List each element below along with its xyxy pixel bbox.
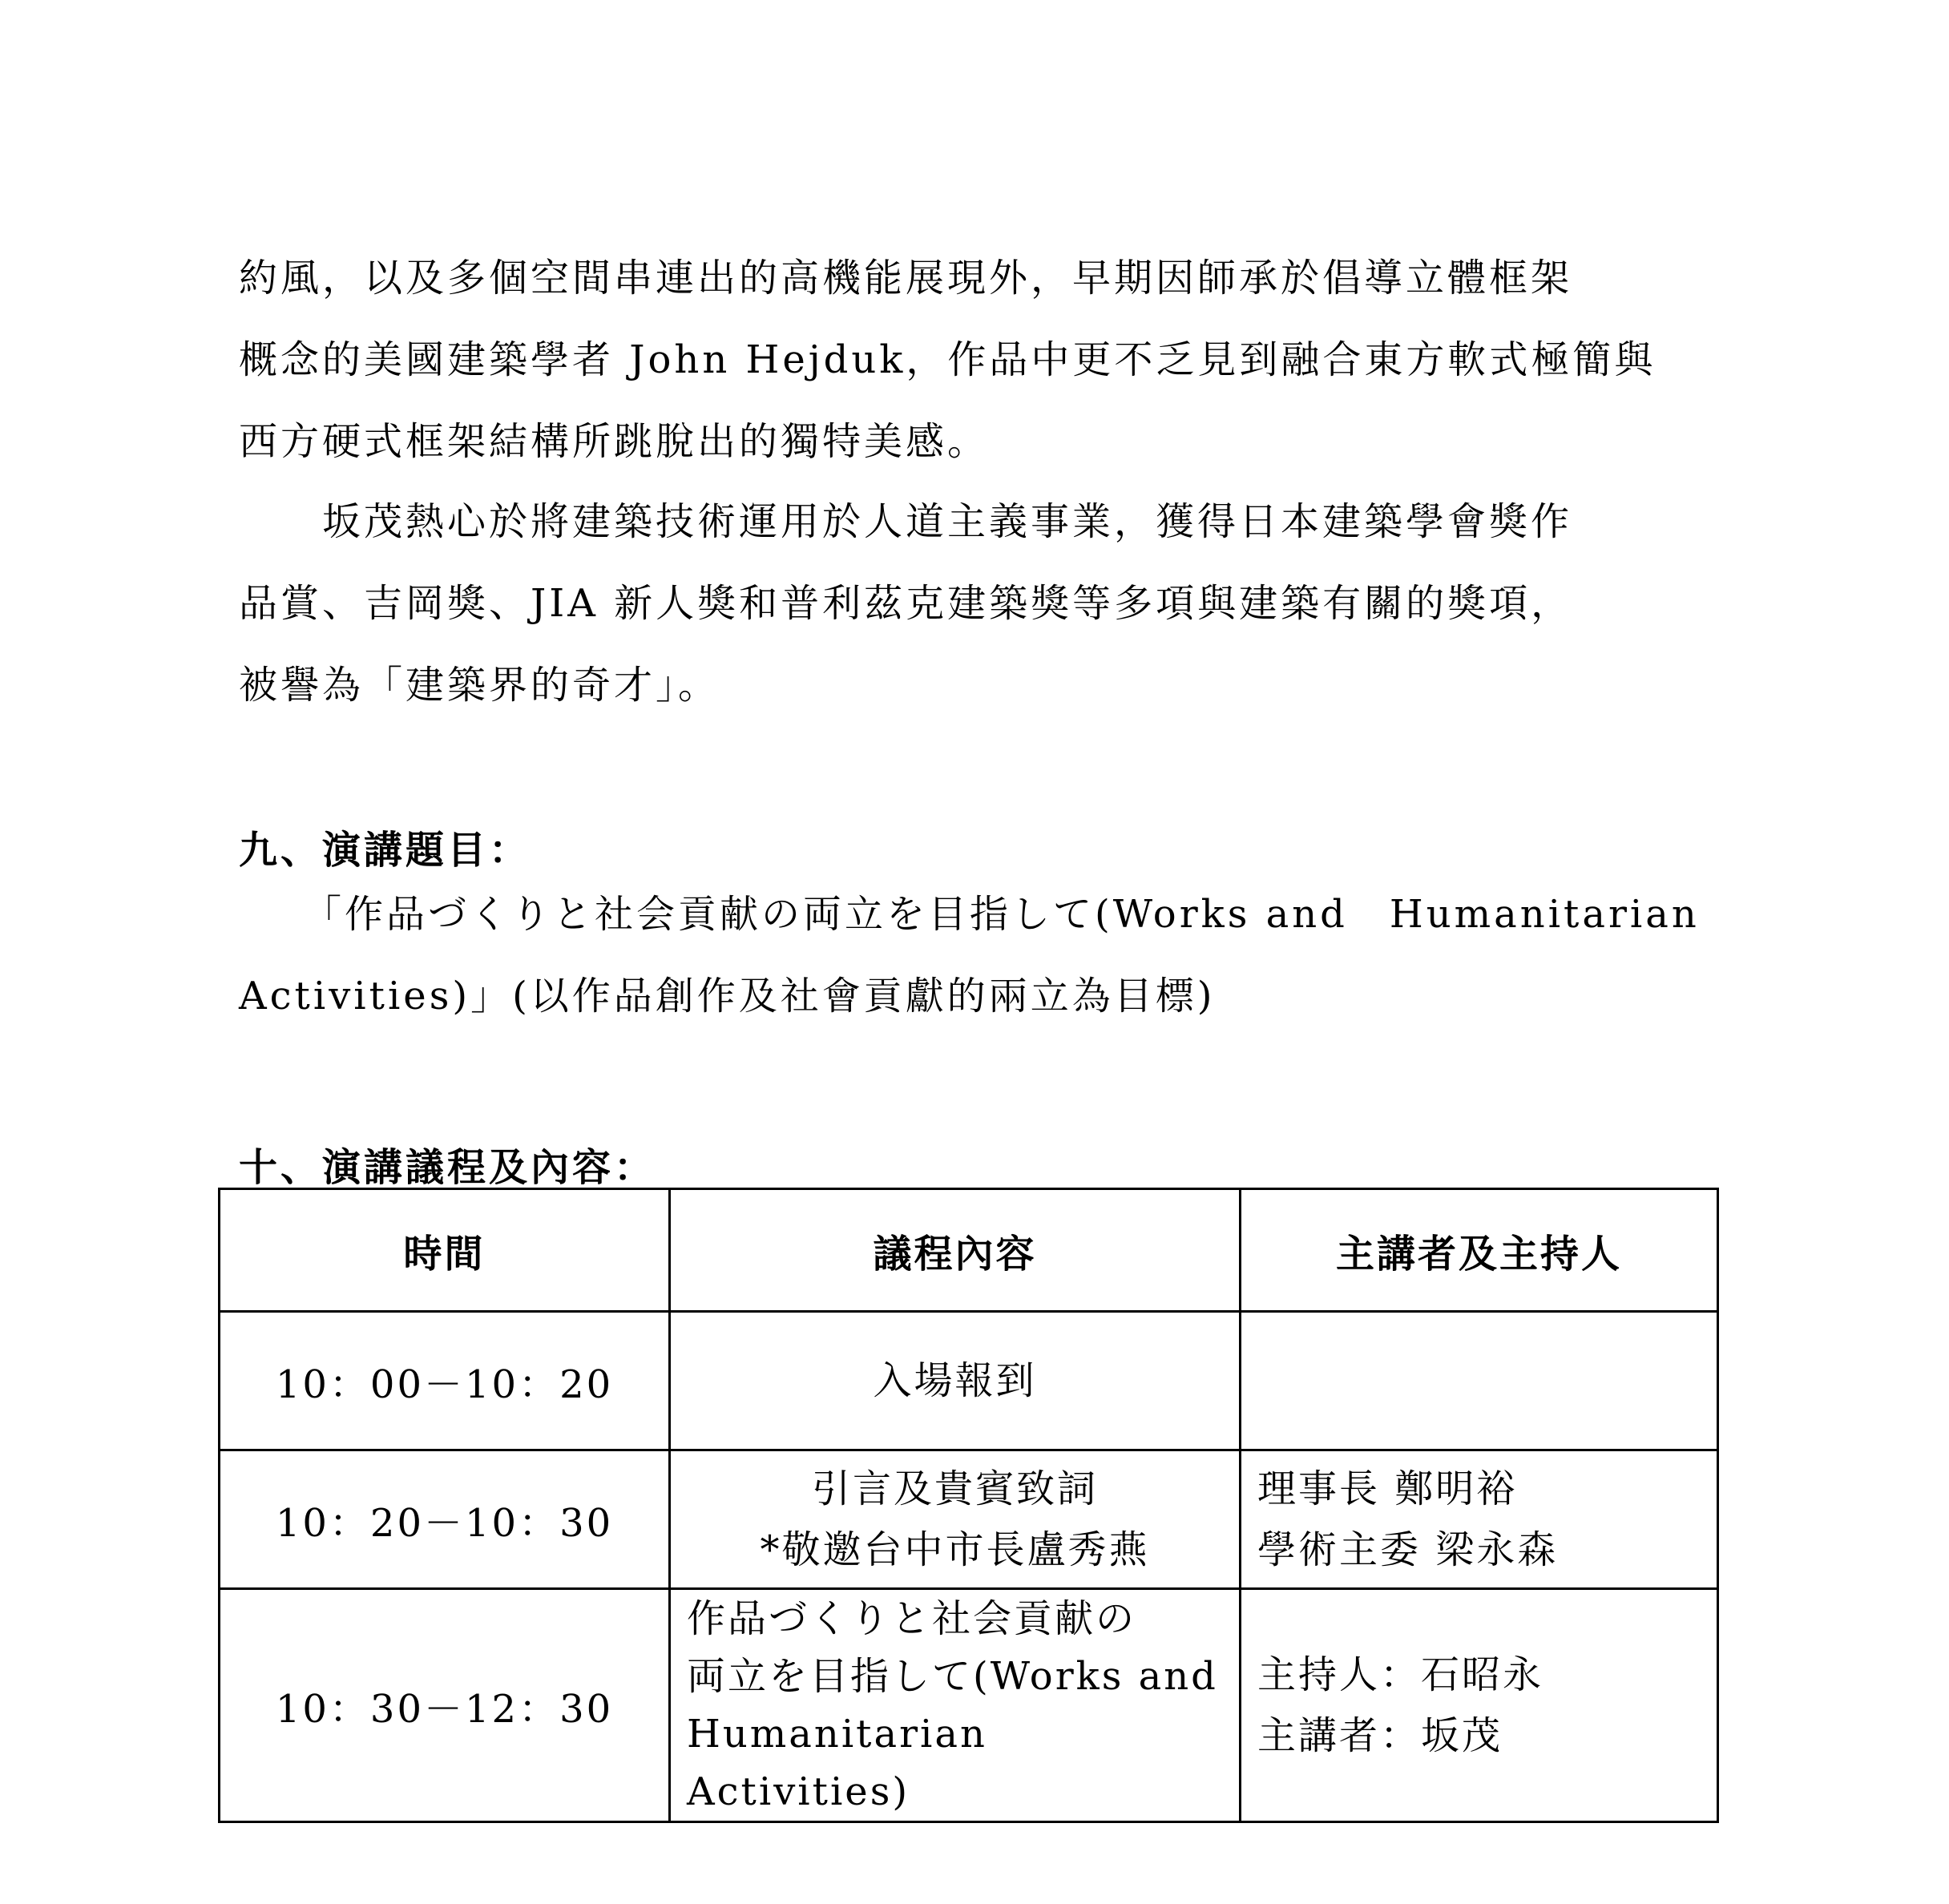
intro-paragraph [239,237,1697,482]
speaker-line: 主講者：坂茂 [1257,1713,1503,1758]
content-cell [670,1312,1241,1450]
time-cell: 10：30－12：30 [220,1589,670,1822]
text-line: 坂茂熱心於將建築技術運用於人道主義事業，獲得日本建築學會獎作 [239,499,1573,544]
content-cell [670,1450,1241,1589]
text-line: 品賞、吉岡獎、JIA 新人獎和普利茲克建築獎等多項與建築有關的獎項， [239,581,1573,626]
table-row [220,1450,1718,1589]
content-line: 引言及貴賓致詞 [811,1466,1098,1511]
awards-paragraph [239,481,1697,726]
speaker-line: 主持人：石昭永 [1257,1652,1544,1697]
lecture-title-paragraph [239,873,1700,1037]
speaker-line: 理事長 鄭明裕 [1257,1466,1518,1511]
speaker-line: 學術主委 梁永森 [1257,1527,1559,1572]
text-line: 「作品づくりと社会貢献の両立を目指して(Works and Humanitarian [239,892,1700,937]
content-line: 入場報到 [873,1358,1037,1403]
header-speakers: 主講者及主持人 [1241,1189,1718,1312]
table-header-row [220,1189,1718,1312]
table-row [220,1589,1718,1822]
content-line: Humanitarian Activities) [687,1712,987,1814]
time-cell: 10：20－10：30 [220,1450,670,1589]
text-line: 西方硬式框架結構所跳脫出的獨特美感。 [239,419,990,464]
content-line: 両立を目指して(Works and [687,1654,1218,1699]
header-content: 議程內容 [670,1189,1241,1312]
content-cell [670,1589,1241,1822]
speakers-cell [1241,1589,1718,1822]
table-row [220,1312,1718,1450]
text-line: 被譽為「建築界的奇才」。 [239,663,720,708]
content-line: 作品づくりと社会貢献の [687,1596,1137,1641]
section10-heading: 十、演講議程及內容： [239,1145,656,1190]
text-line: 概念的美國建築學者 John Hejduk，作品中更不乏見到融合東方軟式極簡與 [239,337,1656,382]
time-cell: 10：00－10：20 [220,1312,670,1450]
content-line: *敬邀台中市長盧秀燕 [760,1527,1150,1572]
speakers-cell [1241,1450,1718,1589]
text-line: 約風，以及多個空間串連出的高機能展現外，早期因師承於倡導立體框架 [239,256,1573,301]
header-time: 時間 [220,1189,670,1312]
agenda-table [218,1188,1719,1823]
section9-heading: 九、演講題目： [239,828,531,873]
speakers-cell [1241,1312,1718,1450]
text-line: Activities)」(以作品創作及社會貢獻的兩立為目標) [239,974,1216,1019]
